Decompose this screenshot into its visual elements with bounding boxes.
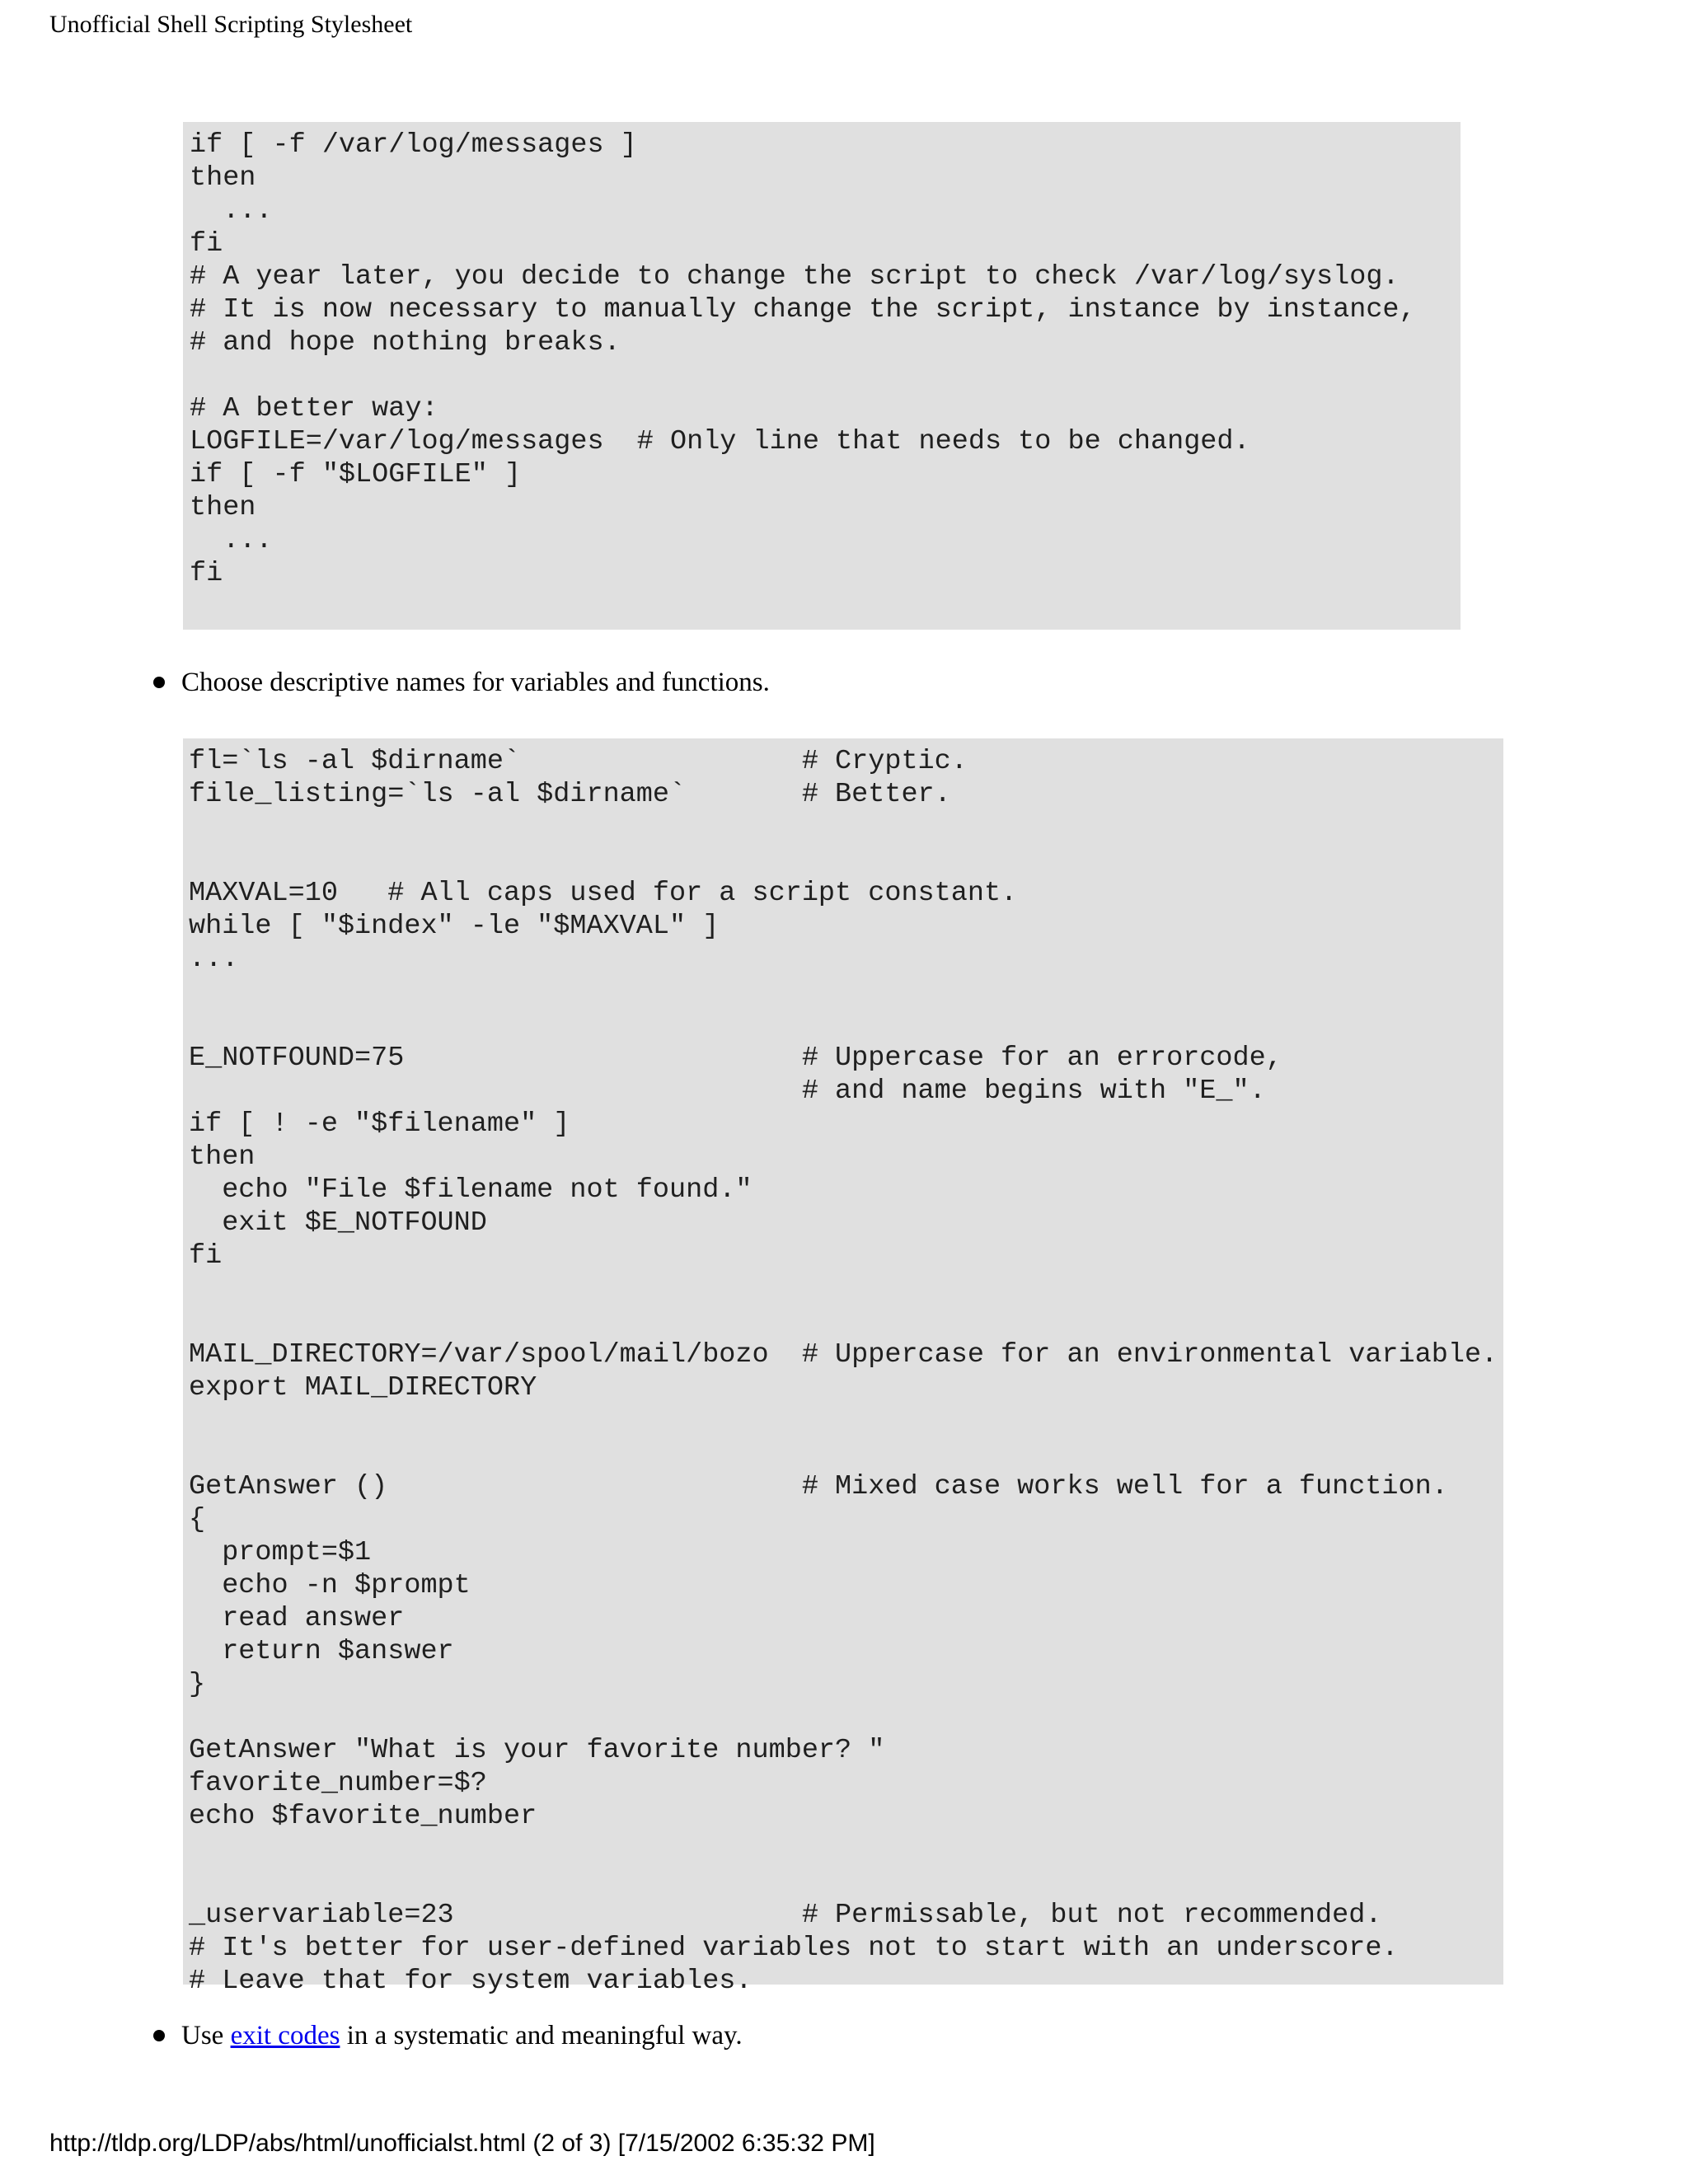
list-item-descriptive-names [153, 666, 770, 699]
code-listing: fl=`ls -al $dirname` # Cryptic. file_listing=`ls -al $dirname` # Better. MAXVAL=10 # All caps used for a script constant. while [ "$index" -le "$MAXVAL" ] ... E_NOTFOUND=75 # Uppercase for an errorcode, # and name begins with "E_". if [ ! -e "$filename" ] then echo "File $filename not found." exit $E_NOTFOUND fi MAIL_DIRECTORY=/var/spool/mail/bozo # Uppercase for an environmental variable. export MAIL_DIRECTORY GetAnswer () # Mixed case works well for a function. { prompt=$1 echo -n $prompt read answer return $answer } GetAnswer "What is your favorite number? " favorite_number=$? echo $favorite_number _uservariable=23 # Permissable, but not recommended. # It's better for user-defined variables not to start with an underscore. # Leave that for system variables. [189, 746, 1498, 1997]
code-listing: if [ -f /var/log/messages ] then ... fi # A year later, you decide to change the script to check /var/log/syslog. # It is now necessary to manually change the script, instance by instance, # and hope nothing breaks. # A better way: LOGFILE=/var/log/messages # Only line that needs to be changed. if [ -f "$LOGFILE" ] then ... fi [190, 129, 1416, 589]
page-footer-url: http://tldp.org/LDP/abs/html/unofficialst.html (2 of 3) [7/15/2002 6:35:32 PM] [49, 2130, 875, 2157]
list-item-exit-codes [153, 2019, 743, 2052]
bullet-icon [153, 677, 165, 688]
code-block-naming [183, 738, 1503, 1997]
list-item-prefix: Use [181, 2021, 231, 2050]
page-header-title: Unofficial Shell Scripting Stylesheet [49, 11, 413, 38]
code-block-logfile [183, 122, 1461, 630]
exit-codes-link[interactable]: exit codes [230, 2021, 340, 2050]
list-item-suffix: in a systematic and meaningful way. [340, 2021, 743, 2050]
list-item-text: Choose descriptive names for variables and functions. [181, 668, 770, 697]
bullet-icon [153, 2030, 165, 2041]
